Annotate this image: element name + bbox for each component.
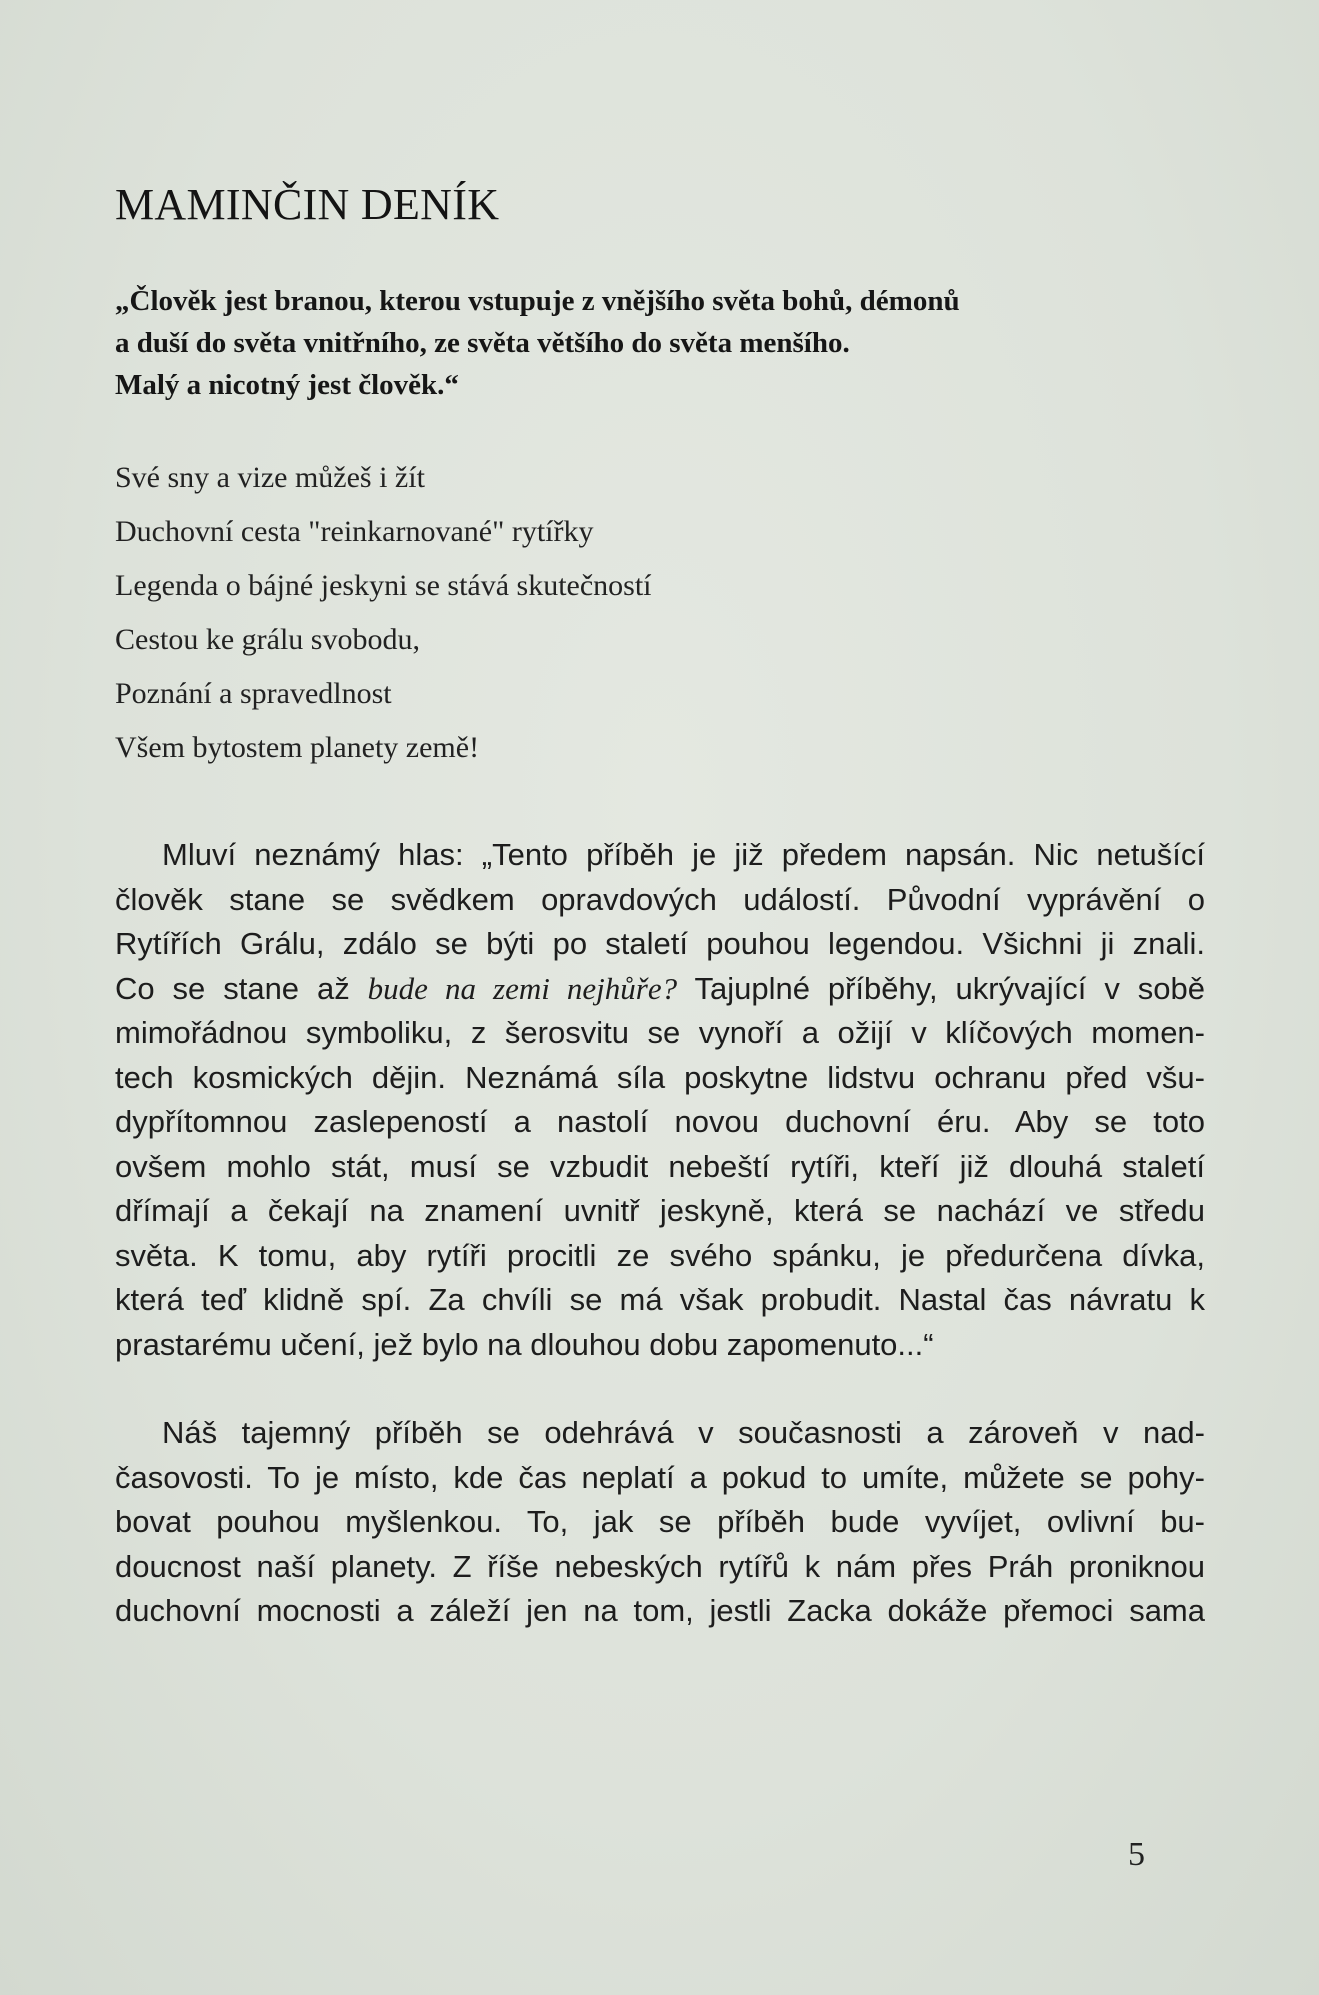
paragraph-text: Co se stane až — [115, 970, 368, 1006]
motto-quote — [115, 280, 1205, 406]
page-number: 5 — [1128, 1836, 1145, 1873]
paragraph-line: prastarému učení, jež bylo na dlouhou dobu zapomenuto...“ — [115, 1326, 934, 1362]
poem — [115, 451, 1205, 775]
paragraph-line: bovat pouhou myšlenkou. To, jak se příběh bude vyvíjet, ovlivní bu- — [115, 1504, 1205, 1539]
poem-line: Poznání a spravedlnost — [115, 677, 392, 710]
poem-line: Své sny a vize můžeš i žít — [115, 461, 425, 494]
paragraph-line: Náš tajemný příběh se odehrává v současnosti a zároveň v nad- — [162, 1415, 1205, 1450]
paragraph-line: doucnost naší planety. Z říše nebeských rytířů k nám přes Práh proniknou — [115, 1548, 1205, 1584]
italic-phrase: bude na zemi nejhůře? — [367, 970, 678, 1006]
paragraph-line — [115, 967, 1205, 1012]
paragraph-line: Rytířích Grálu, zdálo se býti po staletí pouhou legendou. Všichni ji znali. — [115, 926, 1205, 961]
poem-line: Všem bytostem planety země! — [115, 731, 480, 764]
paragraph-line: ovšem mohlo stát, musí se vzbudit nebeští rytíři, kteří již dlouhá staletí — [115, 1148, 1205, 1184]
text-column — [115, 175, 1205, 1634]
paragraph-line: člověk stane se svědkem opravdových událostí. Původní vyprávění o — [115, 881, 1205, 917]
poem-line: Cestou ke grálu svobodu, — [115, 623, 420, 656]
paragraph-line: dřímají a čekají na znamení uvnitř jeskyně, která se nachází ve středu — [115, 1193, 1205, 1228]
paragraph-text: Tajuplné příběhy, ukrývající v sobě — [677, 970, 1205, 1006]
motto-line: „Člověk jest branou, kterou vstupuje z vnějšího světa bohů, démonů — [115, 285, 960, 317]
paragraph-line: Mluví neznámý hlas: „Tento příběh je již předem napsán. Nic netušící — [162, 837, 1205, 872]
poem-line: Legenda o bájné jeskyni se stává skutečností — [115, 569, 652, 602]
paragraph-line: duchovní mocnosti a záleží jen na tom, jestli Zacka dokáže přemoci sama — [115, 1593, 1205, 1628]
paragraph-line: časovosti. To je místo, kde čas neplatí a pokud to umíte, můžete se pohy- — [115, 1459, 1205, 1495]
paragraph-line: mimořádnou symboliku, z šerosvitu se vynoří a ožijí v klíčových momen- — [115, 1015, 1205, 1050]
paragraph-unknown-voice — [115, 833, 1205, 1367]
poem-line: Duchovní cesta "reinkarnované" rytířky — [115, 515, 594, 548]
paragraph-line: tech kosmických dějin. Neznámá síla poskytne lidstvu ochranu před všu- — [115, 1059, 1205, 1095]
paragraph-story-intro — [115, 1411, 1205, 1634]
chapter-title: MAMINČIN DENÍK — [115, 180, 500, 229]
paragraph-line: dypřítomnou zaslepeností a nastolí novou duchovní éru. Aby se toto — [115, 1104, 1205, 1139]
motto-line: Malý a nicotný jest člověk.“ — [115, 369, 459, 401]
paragraph-line: světa. K tomu, aby rytíři procitli ze svého spánku, je předurčena dívka, — [115, 1237, 1205, 1273]
motto-line: a duší do světa vnitřního, ze světa většího do světa menšího. — [115, 327, 850, 359]
paragraph-line: která teď klidně spí. Za chvíli se má však probudit. Nastal čas návratu k — [115, 1282, 1205, 1317]
